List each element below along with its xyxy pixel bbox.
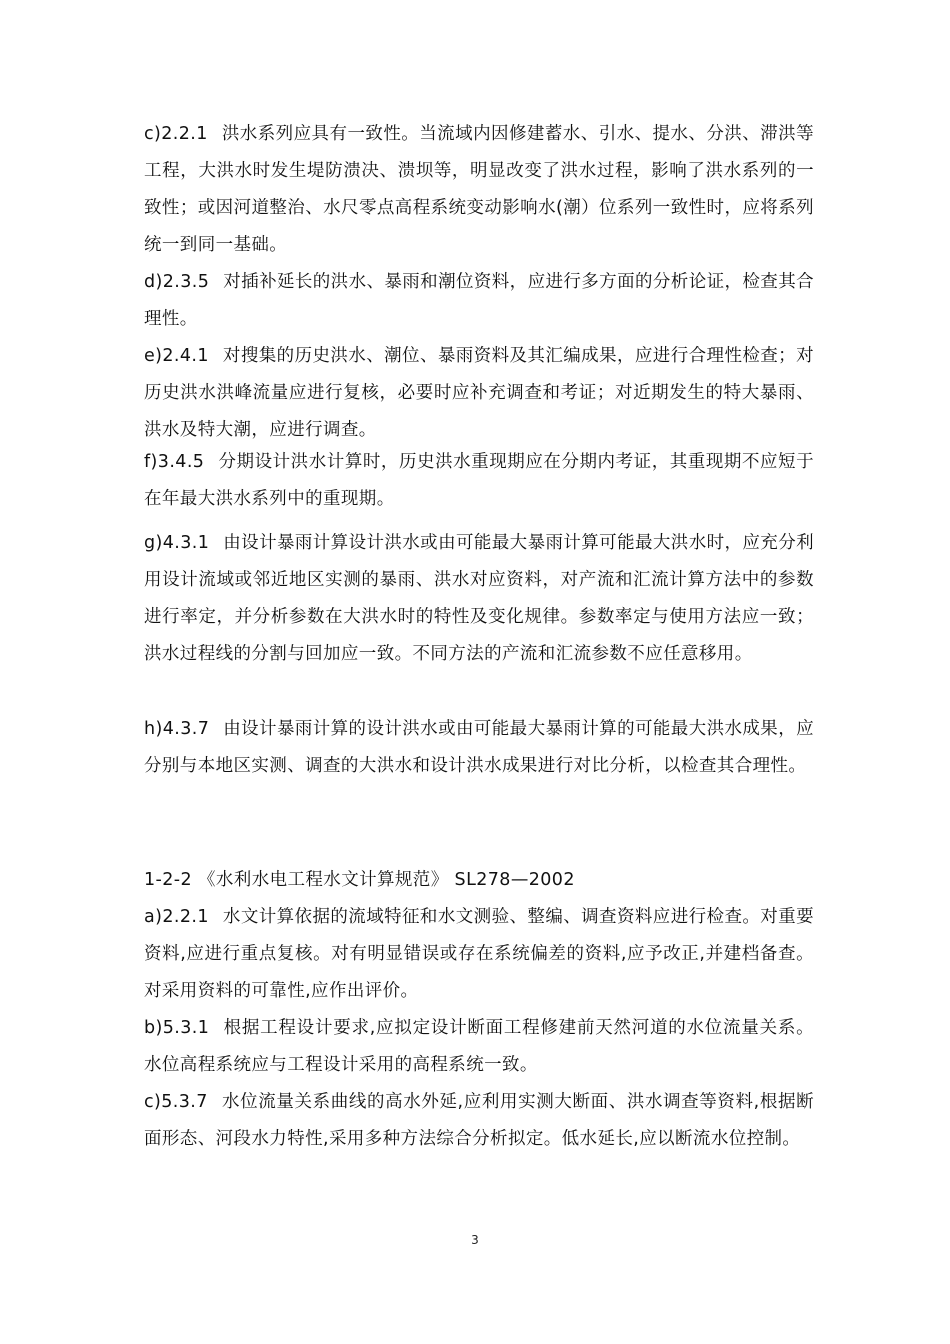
clause-text: 对搜集的历史洪水、潮位、暴雨资料及其汇编成果，应进行合理性检查；对历史洪水洪峰流量应进行复核，必要时应补充调查和考证；对近期发生的特大暴雨、洪水及特大潮，应进行调查。 <box>144 346 814 440</box>
clause-label: g)4.3.1 <box>144 533 210 553</box>
clause-e-2-4-1 <box>144 338 814 449</box>
clause-label: c)2.2.1 <box>144 124 208 144</box>
clause-label: b)5.3.1 <box>144 1018 210 1038</box>
clause-label: a)2.2.1 <box>144 907 209 927</box>
clause-text: 由设计暴雨计算设计洪水或由可能最大暴雨计算可能最大洪水时，应充分利用设计流域或邻近地区实测的暴雨、洪水对应资料，对产流和汇流计算方法中的参数进行率定，并分析参数在大洪水时的特性及变化规律。参数率定与使用方法应一致；洪水过程线的分割与回加应一致。不同方法的产流和汇流参数不应任意移用。 <box>144 533 814 664</box>
clause-text: 对插补延长的洪水、暴雨和潮位资料，应进行多方面的分析论证，检查其合理性。 <box>144 272 814 329</box>
clause-text: 水文计算依据的流域特征和水文测验、整编、调查资料应进行检查。对重要资料,应进行重点复核。对有明显错误或存在系统偏差的资料,应予改正,并建档备查。对采用资料的可靠性,应作出评价。 <box>144 907 814 1001</box>
clause-c-2-2-1 <box>144 116 814 264</box>
clause-b-5-3-1 <box>144 1010 814 1084</box>
clause-text: 由设计暴雨计算的设计洪水或由可能最大暴雨计算的可能最大洪水成果，应分别与本地区实测、调查的大洪水和设计洪水成果进行对比分析，以检查其合理性。 <box>144 719 814 776</box>
clause-label: e)2.4.1 <box>144 346 209 366</box>
clause-label: f)3.4.5 <box>144 452 205 472</box>
clause-c-5-3-7 <box>144 1084 814 1158</box>
clause-f-3-4-5 <box>144 444 814 518</box>
clause-d-2-3-5 <box>144 264 814 338</box>
clause-label: d)2.3.5 <box>144 272 210 292</box>
clause-label: h)4.3.7 <box>144 719 210 739</box>
page-number: 3 <box>471 1233 479 1247</box>
clause-g-4-3-1 <box>144 525 814 673</box>
clause-label: c)5.3.7 <box>144 1092 208 1112</box>
clause-text: 分期设计洪水计算时，历史洪水重现期应在分期内考证，其重现期不应短于在年最大洪水系列中的重现期。 <box>144 452 814 509</box>
clause-text: 水位流量关系曲线的高水外延,应利用实测大断面、洪水调查等资料,根据断面形态、河段水力特性,采用多种方法综合分析拟定。低水延长,应以断流水位控制。 <box>144 1092 814 1149</box>
clause-h-4-3-7 <box>144 711 814 785</box>
clause-text: 洪水系列应具有一致性。当流域内因修建蓄水、引水、提水、分洪、滞洪等工程，大洪水时发生堤防溃决、溃坝等，明显改变了洪水过程，影响了洪水系列的一致性；或因河道整治、水尺零点高程系统变动影响水(潮）位系列一致性时，应将系列统一到同一基础。 <box>144 124 814 255</box>
clause-a-2-2-1 <box>144 899 814 1010</box>
clause-text: 根据工程设计要求,应拟定设计断面工程修建前天然河道的水位流量关系。水位高程系统应与工程设计采用的高程系统一致。 <box>144 1018 814 1075</box>
section-heading: 1-2-2 《水利水电工程水文计算规范》 SL278—2002 <box>144 870 575 890</box>
